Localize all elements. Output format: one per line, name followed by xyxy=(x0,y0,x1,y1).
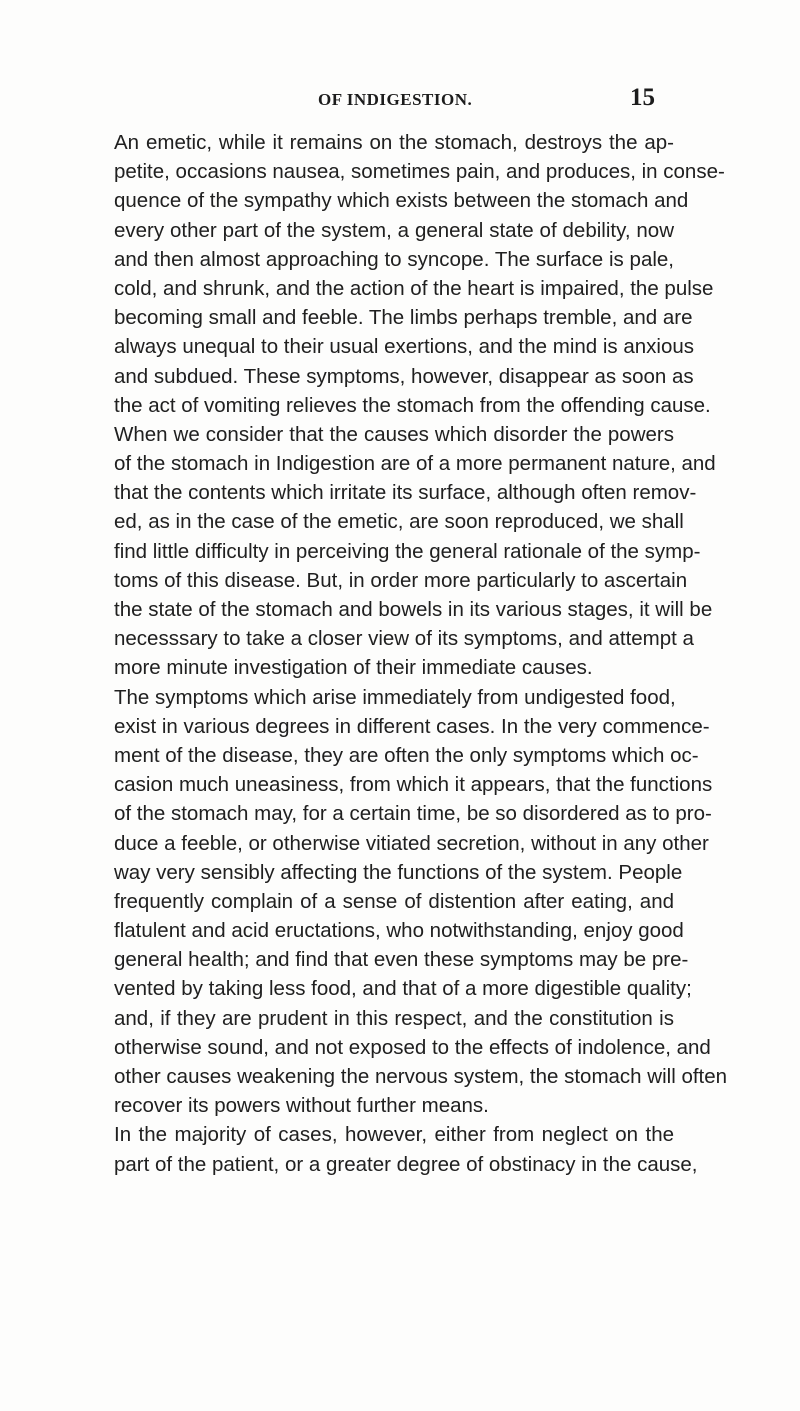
text-line: otherwise sound, and not exposed to the effects of indolence, and xyxy=(114,1035,711,1059)
text-line: exist in various degrees in different cases. In the very commence- xyxy=(114,714,710,738)
text-line: of the stomach in Indigestion are of a more permanent nature, and xyxy=(114,452,716,476)
text-line: way very sensibly affecting the functions of the system. People xyxy=(114,860,683,884)
text-line: becoming small and feeble. The limbs perhaps tremble, and are xyxy=(114,306,693,330)
text-line: toms of this disease. But, in order more particularly to ascertain xyxy=(114,568,688,592)
text-line: the act of vomiting relieves the stomach from the offending cause. xyxy=(114,393,711,417)
text-line: An emetic, while it remains on the stomach, destroys the ap- xyxy=(114,131,674,154)
text-line: frequently complain of a sense of distention after eating, and xyxy=(114,889,674,913)
text-line: flatulent and acid eructations, who notwithstanding, enjoy good xyxy=(114,919,684,943)
text-line: In the majority of cases, however, either from neglect on the xyxy=(114,1123,674,1147)
text-line: always unequal to their usual exertions, and the mind is anxious xyxy=(114,335,695,359)
text-line: duce a feeble, or otherwise vitiated secretion, without in any other xyxy=(114,831,709,855)
text-line: general health; and find that even these symptoms may be pre- xyxy=(114,948,689,972)
text-line: and subdued. These symptoms, however, disappear as soon as xyxy=(114,364,694,388)
text-line: vented by taking less food, and that of a more digestible quality; xyxy=(114,977,692,1001)
running-head: OF INDIGESTION. xyxy=(318,90,473,109)
text-line: cold, and shrunk, and the action of the heart is impaired, the pulse xyxy=(114,276,714,300)
text-line: ed, as in the case of the emetic, are soon reproduced, we shall xyxy=(114,510,684,534)
text-line: necesssary to take a closer view of its symptoms, and attempt a xyxy=(114,627,694,651)
text-line: The symptoms which arise immediately from undigested food, xyxy=(114,685,676,709)
text-line: that the contents which irritate its surface, although often remov- xyxy=(114,481,697,505)
text-line: find little difficulty in perceiving the general rationale of the symp- xyxy=(114,539,701,563)
body-text xyxy=(114,128,728,1179)
text-line: petite, occasions nausea, sometimes pain, and produces, in conse- xyxy=(114,160,725,184)
text-line: casion much uneasiness, from which it appears, that the functions xyxy=(114,773,713,797)
text-line: quence of the sympathy which exists between the stomach and xyxy=(114,189,689,213)
text-line: every other part of the system, a general state of debility, now xyxy=(114,218,674,242)
text-line: and, if they are prudent in this respect, and the constitution is xyxy=(114,1006,674,1030)
text-line: recover its powers without further means. xyxy=(114,1094,489,1118)
text-line: part of the patient, or a greater degree of obstinacy in the cause, xyxy=(114,1152,698,1176)
text-line: the state of the stomach and bowels in its various stages, it will be xyxy=(114,598,713,621)
text-line: other causes weakening the nervous system, the stomach will often xyxy=(114,1065,728,1088)
text-line: ment of the disease, they are often the only symptoms which oc- xyxy=(114,743,699,767)
text-line: and then almost approaching to syncope. The surface is pale, xyxy=(114,247,674,271)
text-line: of the stomach may, for a certain time, be so disordered as to pro- xyxy=(114,802,712,826)
page-number: 15 xyxy=(630,84,655,111)
text-line: When we consider that the causes which disorder the powers xyxy=(114,422,674,446)
text-line: more minute investigation of their immediate causes. xyxy=(114,656,593,680)
